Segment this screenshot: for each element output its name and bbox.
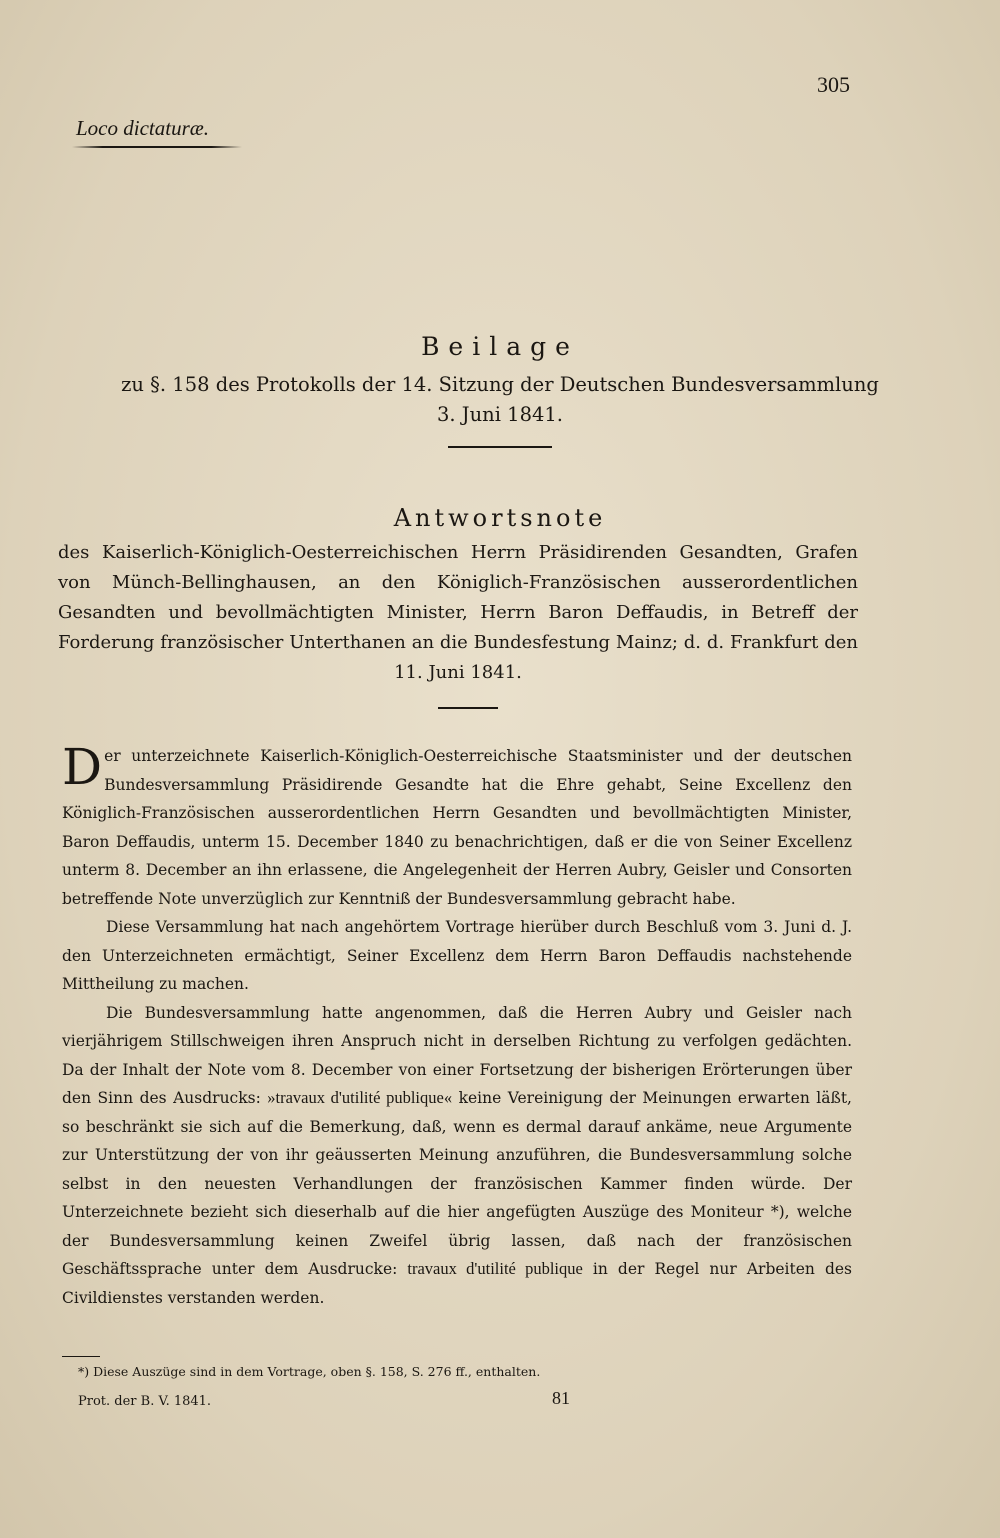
loco-dictaturae-label: Loco dictaturæ. — [76, 116, 210, 140]
paragraph-2: Diese Versammlung hat nach angehörtem Vortrage hierüber durch Beschluß vom 3. Juni d. J. den Unterzeichneten ermächtigt, Seiner Excellenz dem Herrn Baron Deffaudis nachstehende Mittheilung zu machen. — [62, 918, 852, 993]
beilage-heading: Beilage — [421, 332, 579, 361]
protocol-reference: Prot. der B. V. 1841. — [78, 1394, 212, 1409]
beilage-subtitle — [100, 370, 900, 430]
drop-cap: D — [62, 738, 103, 796]
page-number: 305 — [817, 72, 850, 97]
loco-underline — [72, 146, 242, 148]
paragraph-1-text: er unterzeichnete Kaiserlich-Königlich-Oesterreichische Staatsminister und der deutschen Bundesversammlung Präsidirende Gesandte hat die Ehre gehabt, Seine Excellenz den Königlich-Französischen ausserordentlichen Herrn Gesandten und bevollmächtigten Minister, Baron Deffaudis, unterm 15. December 1840 zu benachrichtigen, daß er die von Seiner Excellenz unterm 8. December an ihn erlassene, die Angelegenheit der Herren Aubry, Geisler und Consorten betreffende Note unverzüglich zur Kenntniß der Bundesversammlung gebracht habe. — [62, 747, 852, 908]
paragraph-3-text-c: in der Regel nur Arbeiten des Civildienstes verstanden werden. — [62, 1260, 852, 1307]
paragraph-3-text-b: keine Vereinigung der Meinungen erwarten läßt, so beschränkt sie sich auf die Bemerkung, daß, wenn es dermal darauf ankäme, neue Argumente zur Unterstützung der von ihr geäusserten Meinung anzuführen, die Bundesversammlung solche selbst in den neuesten Verhandlungen der französischen Kammer finden würde. Der Unterzeichnete bezieht sich dieserhalb auf die hier angefügten Auszüge des Moniteur *), welche der Bundesversammlung keinen Zweifel übrig lassen, daß nach der französischen Geschäftssprache unter dem Ausdrucke: — [62, 1089, 852, 1278]
note-subtitle: des Kaiserlich-Königlich-Oesterreichischen Herrn Präsidirenden Gesandten, Grafen von Münch-Bellinghausen, an den Königlich-Französischen ausserordentlichen Gesandten und bevollmächtigten Minister, Herrn Baron Deffaudis, in Betreff der Forderung französischer Unterthanen an die Bundesfestung Mainz; d. d. Frankfurt den 11. Juni 1841. — [58, 542, 858, 683]
paragraph-1 — [62, 738, 852, 913]
footnote: *) Diese Auszüge sind in dem Vortrage, oben §. 158, S. 276 ff., enthalten. — [78, 1364, 541, 1379]
latin-quote: »travaux d'utilité publique« — [267, 1088, 453, 1107]
section-divider — [438, 707, 498, 709]
paragraph-3-text-a: Die Bundesversammlung hatte angenommen, daß die Herren Aubry und Geisler nach vierjährigem Stillschweigen ihren Anspruch nicht in derselben Richtung zu verfolgen gedächten. Da der Inhalt der Note vom 8. December von einer Fortsetzung der bisherigen Erörterungen über den Sinn des Ausdrucks: — [62, 1003, 852, 1107]
letter-body — [62, 738, 852, 1312]
paragraph-3 — [62, 999, 852, 1313]
signature-mark: 81 — [552, 1388, 570, 1408]
footnote-divider — [62, 1356, 100, 1357]
section-divider — [448, 446, 552, 448]
latin-quote: travaux d'utilité publique — [407, 1259, 583, 1278]
note-title: Antwortsnote — [393, 504, 607, 532]
beilage-subtitle-line1: zu §. 158 des Protokolls der 14. Sitzung der Deutschen Bundesversammlung — [121, 373, 879, 396]
beilage-subtitle-line2: 3. Juni 1841. — [437, 403, 563, 426]
